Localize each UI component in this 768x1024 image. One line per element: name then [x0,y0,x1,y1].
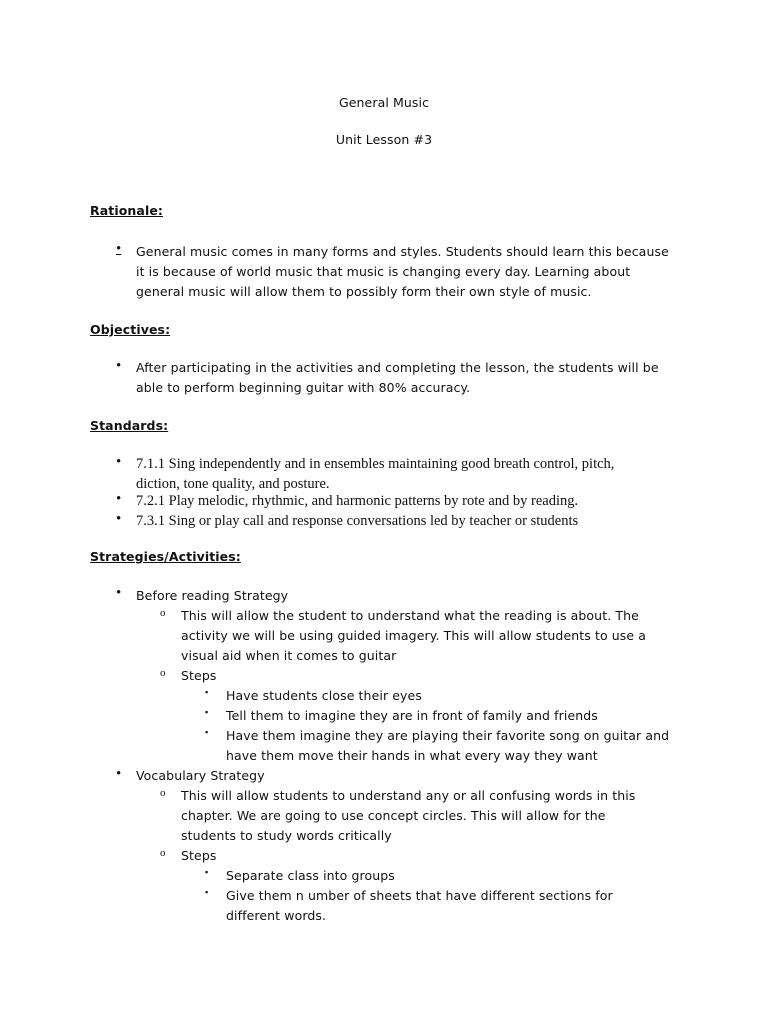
bullet-marker: • [116,241,122,257]
before-reading-step: Tell them to imagine they are in front of family and friends [226,708,598,723]
objectives-item: After participating in the activities and completing the lesson, the students will be able to perform beginning guitar with 80% accuracy. [136,360,659,395]
sub-bullet-marker: o [160,787,166,799]
vocabulary-step: Give them n umber of sheets that have different sections for different words. [226,888,613,923]
document-subtitle: Unit Lesson #3 [335,132,433,147]
bullet-marker: • [116,454,122,470]
before-reading-step: Have them imagine they are playing their favorite song on guitar and have them move their hands in what every way they want [226,728,670,763]
bullet-marker: • [116,491,122,507]
step-bullet-marker: ▪ [205,887,209,897]
document-title: General Music [338,95,430,110]
standards-heading: Standards: [90,418,169,433]
step-bullet-marker: ▪ [205,687,209,697]
before-reading-step: Have students close their eyes [226,688,422,703]
step-bullet-marker: ▪ [205,727,209,737]
standards-item: 7.1.1 Sing independently and in ensembles maintaining good breath control, pitch, diction, tone quality, and posture. [136,456,615,492]
rationale-item: General music comes in many forms and styles. Students should learn this because it is because of world music that music is changing every day. Learning about general music will allow them to possibly form their own style of music. [136,244,669,299]
bullet-marker: • [116,511,122,527]
step-bullet-marker: ▪ [205,707,209,717]
vocabulary-steps-label: Steps [181,848,217,863]
vocabulary-step: Separate class into groups [226,868,395,883]
objectives-heading: Objectives: [90,322,171,337]
before-reading-steps-label: Steps [181,668,217,683]
standards-item: 7.3.1 Sing or play call and response conversations led by teacher or students [136,513,579,529]
rationale-heading: Rationale: [90,203,164,218]
before-reading-label: Before reading Strategy [136,588,289,603]
bullet-marker: • [116,358,122,374]
before-reading-description: This will allow the student to understand what the reading is about. The activity we will be using guided imagery. This will allow students to use a visual aid when it comes to guitar [181,608,647,663]
sub-bullet-marker: o [160,847,166,859]
step-bullet-marker: ▪ [205,867,209,877]
bullet-marker: • [116,766,122,782]
vocabulary-label: Vocabulary Strategy [136,768,265,783]
sub-bullet-marker: o [160,667,166,679]
bullet-marker: • [116,585,122,601]
vocabulary-description: This will allow students to understand any or all confusing words in this chapter. We are going to use concept circles. This will allow for the students to study words critically [181,788,636,843]
strategies-heading: Strategies/Activities: [90,549,241,564]
standards-item: 7.2.1 Play melodic, rhythmic, and harmonic patterns by rote and by reading. [136,493,579,509]
sub-bullet-marker: o [160,607,166,619]
